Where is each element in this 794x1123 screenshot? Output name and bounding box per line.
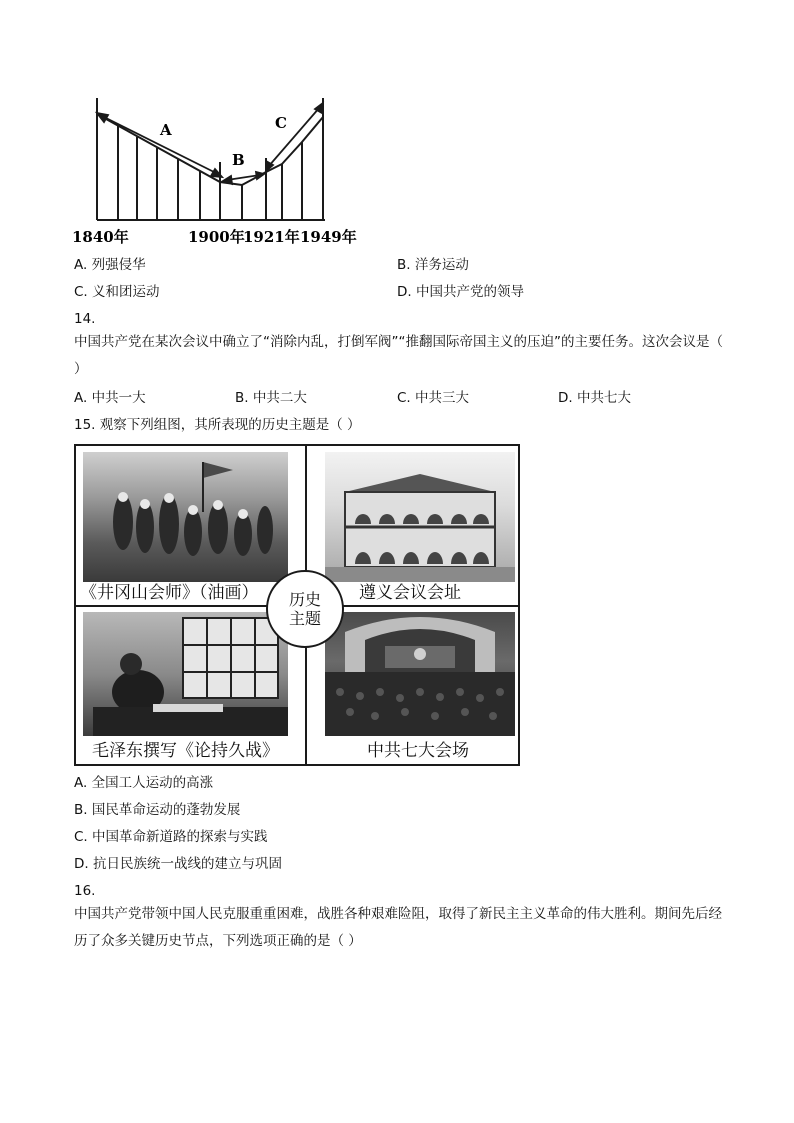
seventh-congress-photo xyxy=(325,612,515,736)
caption-jinggangshan: 《井冈山会师》（油画） xyxy=(80,583,259,603)
year-1840: 1840年 xyxy=(72,228,129,246)
q15-option-b[interactable]: B. 国民革命运动的蓬勃发展 xyxy=(74,802,241,818)
caption-mao: 毛泽东撰写《论持久战》 xyxy=(92,741,279,761)
q14-option-b[interactable]: B. 中共二大 xyxy=(235,390,307,406)
trend-diagram xyxy=(70,92,360,252)
q14-number: 14. xyxy=(74,311,96,327)
q15-option-d[interactable]: D. 抗日民族统一战线的建立与巩固 xyxy=(74,856,282,872)
history-theme-circle xyxy=(266,570,344,648)
q14-option-c[interactable]: C. 中共三大 xyxy=(397,390,470,406)
jinggangshan-painting xyxy=(83,452,288,582)
caption-zunyi: 遵义会议会址 xyxy=(359,583,461,603)
label-a: A xyxy=(160,121,172,139)
year-1949: 1949年 xyxy=(300,228,357,246)
q14-option-a[interactable]: A. 中共一大 xyxy=(74,390,146,406)
center-line1: 历史 xyxy=(288,590,321,609)
zunyi-building-photo xyxy=(325,452,515,582)
q13-option-c[interactable]: C. 义和团运动 xyxy=(74,284,160,300)
year-1921: 1921年 xyxy=(243,228,300,246)
q13-option-d[interactable]: D. 中国共产党的领导 xyxy=(397,284,524,300)
center-line2: 主题 xyxy=(288,609,321,628)
caption-seventh-congress: 中共七大会场 xyxy=(367,741,469,761)
q14-text: 中国共产党在某次会议中确立了“消除内乱，打倒军阀”“推翻国际帝国主义的压迫”的主要任务。这次会议是（ ） xyxy=(74,334,723,377)
q15-option-a[interactable]: A. 全国工人运动的高涨 xyxy=(74,775,214,791)
label-c: C xyxy=(275,114,287,132)
mao-writing-photo xyxy=(83,612,288,736)
q13-option-a[interactable]: A. 列强侵华 xyxy=(74,257,146,273)
q15-option-c[interactable]: C. 中国革命新道路的探索与实践 xyxy=(74,829,268,845)
q16-text: 中国共产党带领中国人民克服重重困难，战胜各种艰难险阻，取得了新民主主义革命的伟大胜利。期间先后经历了众多关键历史节点，下列选项正确的是（ ） xyxy=(74,906,722,949)
label-b: B xyxy=(232,151,245,169)
q13-option-b[interactable]: B. 洋务运动 xyxy=(397,257,469,273)
year-1900: 1900年 xyxy=(188,228,245,246)
q14-option-d[interactable]: D. 中共七大 xyxy=(558,390,631,406)
q15-stem: 15. 观察下列组图，其所表现的历史主题是（ ） xyxy=(74,417,361,433)
q16-number: 16. xyxy=(74,883,96,899)
